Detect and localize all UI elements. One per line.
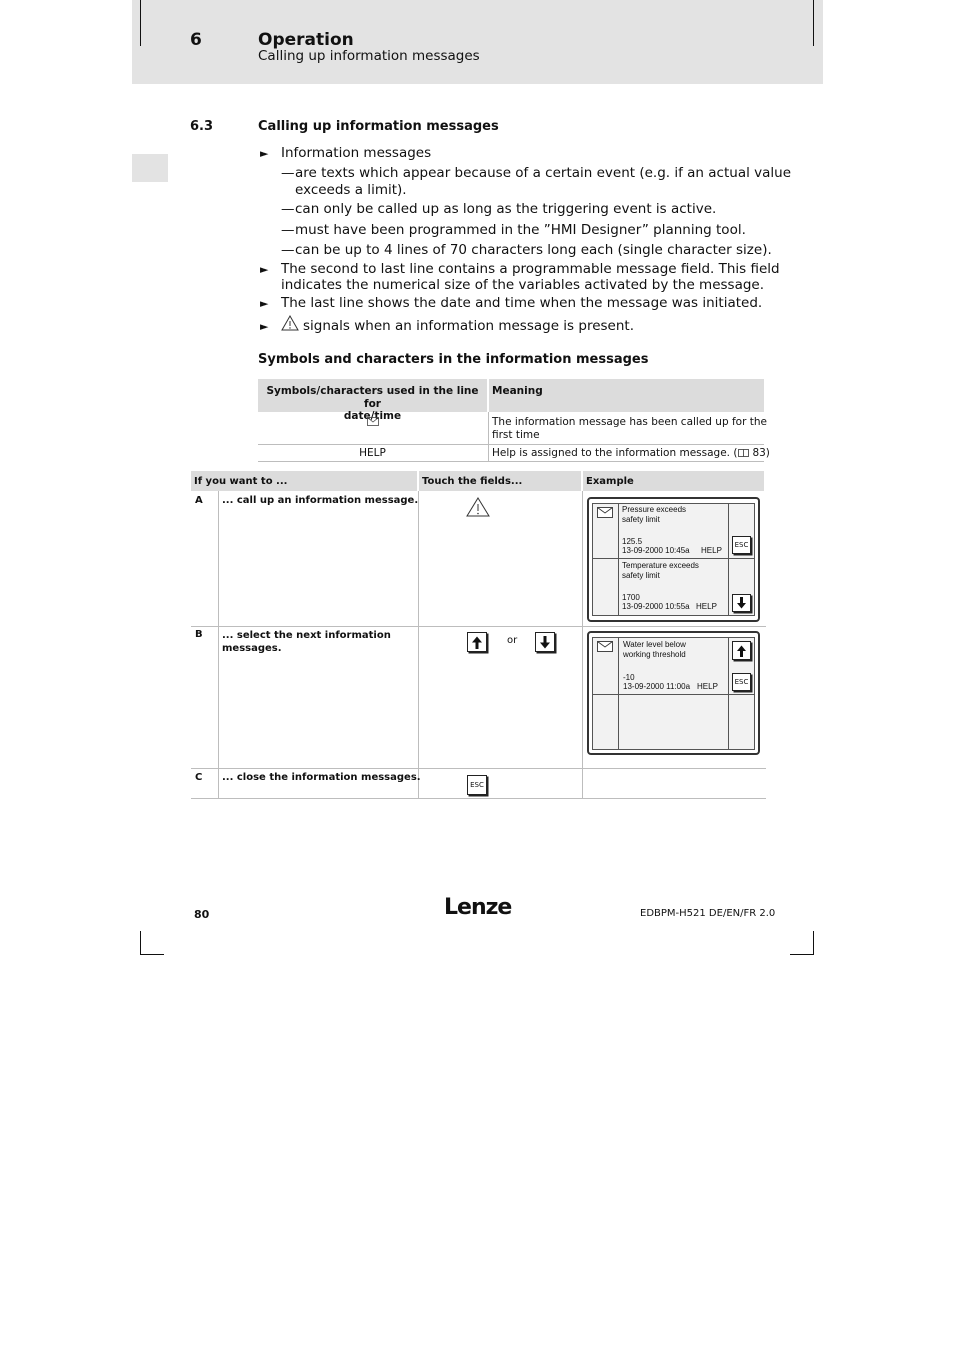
screen-divider (592, 558, 755, 559)
row-text: ... call up an information message. (222, 495, 419, 506)
arrow-down-icon (736, 597, 747, 609)
arrow-down-button[interactable] (535, 632, 555, 652)
warning-icon (466, 497, 490, 517)
message-value: 125.5 (622, 537, 643, 546)
row-letter: B (195, 629, 203, 640)
crop-mark (813, 931, 814, 955)
arrow-up-button[interactable] (732, 641, 751, 660)
chapter-title: Operation (258, 30, 354, 50)
arrow-up-icon (471, 636, 483, 649)
message-text: Pressure exceeds safety limit (622, 505, 687, 524)
arrow-up-button[interactable] (467, 632, 487, 652)
message-datetime: 13-09-2000 11:00a (623, 682, 691, 691)
table-divider (582, 491, 583, 798)
chapter-subtitle: Calling up information messages (258, 48, 480, 64)
dash-text: must have been programmed in the ”HMI Designer” planning tool. (295, 222, 746, 238)
table-header-text: Example (586, 476, 634, 487)
example-screen (587, 631, 760, 755)
document-id: EDBPM-H521 DE/EN/FR 2.0 (640, 908, 776, 919)
envelope-icon (597, 507, 613, 518)
screen-divider (618, 503, 619, 616)
section-title: Calling up information messages (258, 119, 499, 134)
table-divider (191, 768, 766, 769)
help-label: HELP (697, 682, 718, 691)
section-number: 6.3 (190, 119, 214, 134)
message-datetime: 13-09-2000 10:55a (622, 602, 690, 611)
table-heading: Symbols and characters in the information messages (258, 352, 649, 367)
bullet-arrow-icon: ► (260, 147, 269, 160)
bullet-text: signals when an information message is present. (303, 318, 634, 334)
warning-icon (281, 315, 299, 331)
bullet-arrow-icon: ► (260, 320, 269, 333)
row-letter: C (195, 772, 203, 783)
table-header-text: Meaning (492, 385, 543, 397)
table-divider (258, 461, 764, 462)
bullet-arrow-icon: ► (260, 263, 269, 276)
dash-icon: — (281, 165, 295, 181)
dash-text: are texts which appear because of a certain event (e.g. if an actual value (295, 165, 792, 181)
arrow-down-icon (539, 636, 551, 649)
dash-icon: — (281, 201, 295, 217)
bullet-text: Information messages (281, 145, 432, 161)
crop-mark (813, 0, 814, 46)
crop-mark (140, 931, 141, 955)
table-divider (191, 798, 766, 799)
table-divider (418, 491, 419, 798)
crop-mark (140, 954, 164, 955)
crop-mark (140, 0, 141, 46)
message-value: 1700 (622, 593, 640, 602)
or-label: or (507, 635, 518, 646)
arrow-up-icon (736, 645, 747, 657)
table-header-text: If you want to ... (194, 476, 288, 487)
dash-icon: — (281, 242, 295, 258)
bullet-text: indicates the numerical size of the variables activated by the message. (281, 277, 765, 293)
table-cell: Help is assigned to the information message. ( 83) (492, 447, 770, 459)
row-letter: A (195, 495, 203, 506)
envelope-icon (367, 417, 379, 426)
table-divider (218, 491, 219, 798)
row-text: ... select the next information messages. (222, 630, 391, 654)
esc-button[interactable]: ESC (467, 775, 487, 795)
table-cell: HELP (359, 447, 386, 459)
table-divider (488, 412, 489, 462)
brand-logo: Lenze (444, 895, 512, 920)
message-datetime: 13-09-2000 10:45a (622, 546, 690, 555)
header-band (132, 0, 823, 84)
message-value: -10 (623, 673, 635, 682)
book-icon (738, 449, 749, 457)
bullet-text: The last line shows the date and time when the message was initiated. (281, 295, 763, 311)
crop-mark (790, 954, 814, 955)
example-screen (587, 497, 760, 622)
help-label: HELP (701, 546, 722, 555)
table-divider (258, 444, 764, 445)
chapter-number: 6 (190, 30, 202, 50)
screen-divider (592, 694, 755, 695)
help-label: HELP (696, 602, 717, 611)
envelope-icon (597, 641, 613, 652)
arrow-down-button[interactable] (732, 594, 751, 612)
message-text: Temperature exceeds safety limit (622, 561, 699, 580)
table-divider (191, 626, 766, 627)
table-header-text: Symbols/characters used in the line for date/time (266, 385, 479, 422)
screen-divider (728, 503, 729, 616)
message-text: Water level below working threshold (623, 640, 686, 659)
chapter-tab-marker (132, 154, 168, 182)
table-cell: The information message has been called up for the first time (492, 416, 767, 441)
dash-text: can only be called up as long as the triggering event is active. (295, 201, 717, 217)
dash-icon: — (281, 222, 295, 238)
row-text: ... close the information messages. (222, 772, 421, 783)
bullet-text: The second to last line contains a programmable message field. This field (281, 261, 780, 277)
dash-text: can be up to 4 lines of 70 characters long each (single character size). (295, 242, 772, 258)
bullet-arrow-icon: ► (260, 297, 269, 310)
esc-button[interactable]: ESC (732, 673, 751, 691)
page-number: 80 (194, 908, 210, 921)
dash-text: exceeds a limit). (295, 182, 407, 198)
table-header-text: Touch the fields... (422, 476, 523, 487)
esc-button[interactable]: ESC (732, 536, 751, 554)
